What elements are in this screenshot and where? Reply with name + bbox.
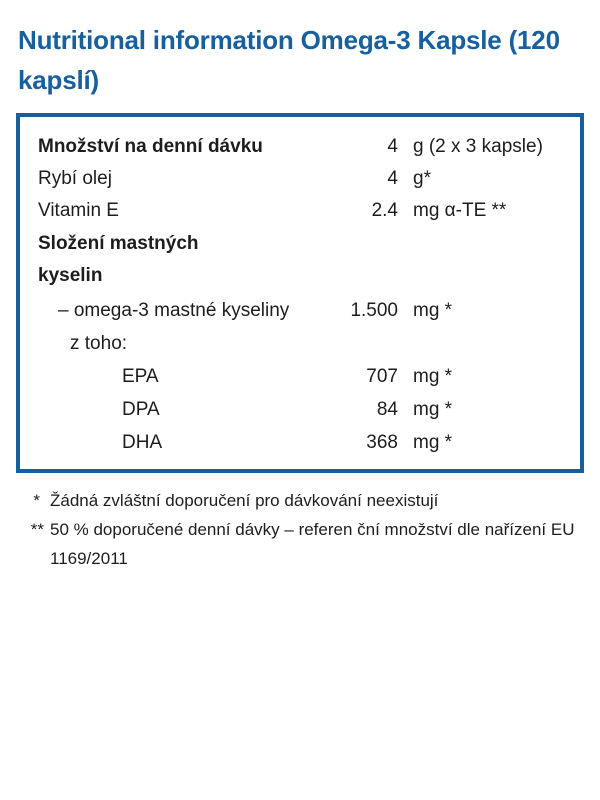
table-row-fatty-acids-heading [20,228,580,260]
table-row-fatty-acids-heading-cont [20,260,580,292]
row-label: Množství na denní dávku [38,136,263,157]
table-row-epa [20,361,580,393]
row-label: Složení mastných [38,233,199,254]
row-value: 707 [366,366,398,387]
table-row-fish-oil [20,163,580,195]
footnotes [18,486,578,573]
row-label: Rybí olej [38,168,112,189]
footnote [18,486,578,515]
row-value: 84 [376,399,398,420]
row-unit: mg * [413,366,453,387]
row-unit: mg * [413,300,453,321]
row-label: z toho: [70,333,128,354]
table-row-of-which [20,328,580,360]
table-row-daily-dose [20,131,580,163]
row-value: 4 [387,168,398,189]
table-row-dha [20,427,580,459]
table-row-dpa [20,394,580,426]
page-title: Nutritional information Omega-3 Kapsle (120 kapslí) [18,25,560,95]
row-label: kyselin [38,265,103,286]
footnote-mark: * [33,491,40,510]
footnote-text: 50 % doporučené denní dávky – referen ční množství dle nařízení EU 1169/2011 [50,520,575,568]
row-unit: mg * [413,399,453,420]
footnote-mark: ** [30,520,44,539]
table-row-vitamin-e [20,195,580,227]
footnote-text: Žádná zvláštní doporučení pro dávkování neexistují [50,491,439,510]
row-value: 368 [366,432,398,453]
row-unit: g* [413,168,431,189]
footnote [18,515,578,573]
row-value: 1.500 [350,300,398,321]
table-row-omega3 [20,295,580,327]
row-value: 2.4 [371,200,398,221]
row-unit: g (2 x 3 kapsle) [413,136,543,157]
row-label: – omega-3 mastné kyseliny [58,300,290,321]
row-value: 4 [387,136,398,157]
row-label: Vitamin E [38,200,119,221]
row-label: EPA [122,366,159,387]
row-unit: mg α-TE ** [413,200,507,221]
nutrition-table [16,113,584,473]
row-label: DHA [122,432,163,453]
row-unit: mg * [413,432,453,453]
row-label: DPA [122,399,160,420]
